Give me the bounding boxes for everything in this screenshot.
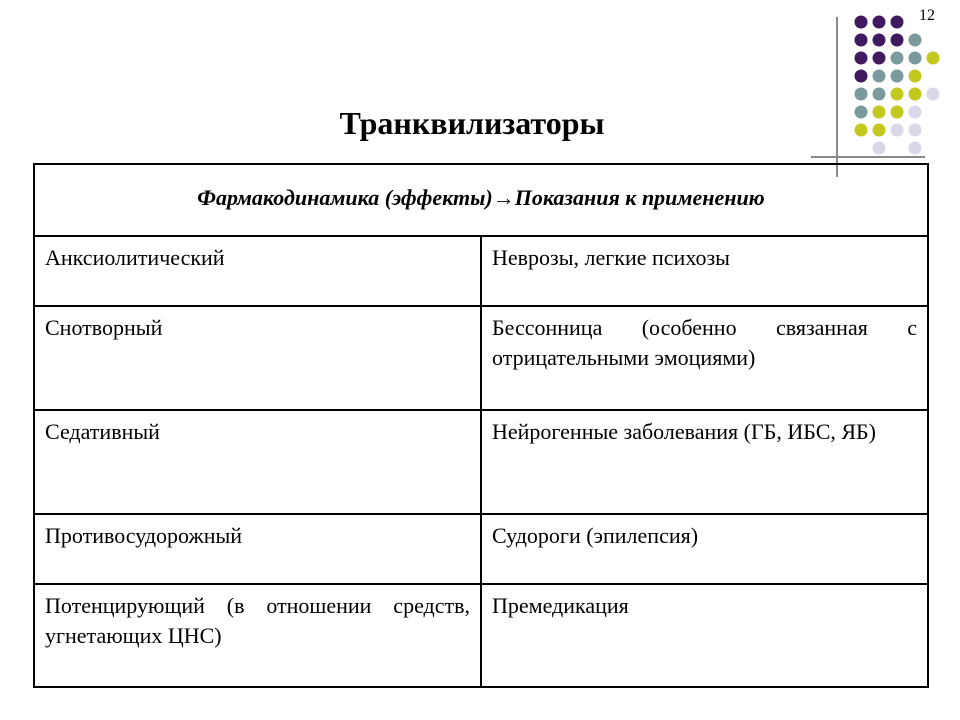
table-row — [34, 236, 928, 306]
decorative-dot — [909, 34, 922, 47]
decorative-dot — [873, 88, 886, 101]
decorative-dot — [891, 70, 904, 83]
table-header-row — [34, 164, 928, 236]
slide-number: 12 — [919, 7, 935, 24]
decorative-dot — [873, 34, 886, 47]
decorative-dot — [873, 70, 886, 83]
decorative-dot — [909, 88, 922, 101]
decorative-dot — [855, 70, 868, 83]
decorative-dot — [927, 52, 940, 65]
decorative-dot — [873, 52, 886, 65]
slide-title: Транквилизаторы — [339, 105, 605, 141]
decorative-dot — [909, 52, 922, 65]
decorative-dot — [855, 52, 868, 65]
header-effects: Фармакодинамика (эффекты) — [197, 185, 493, 210]
table-row — [34, 410, 928, 514]
decorative-dot — [891, 16, 904, 29]
effect-cell: Потенцирующий (в отношении средств, угнетающих ЦНС) — [34, 584, 481, 687]
right-arrow-icon: → — [492, 185, 515, 210]
indication-cell: Нейрогенные заболевания (ГБ, ИБС, ЯБ) — [481, 410, 928, 514]
decorative-dot — [909, 70, 922, 83]
decorative-dot — [855, 16, 868, 29]
decorative-dot — [873, 16, 886, 29]
table-header-cell — [34, 164, 928, 236]
decorative-dot — [909, 142, 922, 155]
decorative-vertical-line — [836, 17, 838, 177]
decorative-dot — [891, 88, 904, 101]
table-row — [34, 514, 928, 584]
decorative-horizontal-line — [811, 156, 925, 158]
indication-cell: Премедикация — [481, 584, 928, 687]
decorative-dot — [855, 88, 868, 101]
header-indications: Показания к применению — [514, 185, 765, 210]
table-row — [34, 306, 928, 410]
effect-cell: Снотворный — [34, 306, 481, 410]
decorative-dot — [855, 34, 868, 47]
indication-cell: Бессонница (особенно связанная с отрицательными эмоциями) — [481, 306, 928, 410]
decorative-dot — [873, 142, 886, 155]
effect-cell: Седативный — [34, 410, 481, 514]
decorative-dot — [891, 34, 904, 47]
table-row — [34, 584, 928, 687]
effect-cell: Анксиолитический — [34, 236, 481, 306]
effects-indications-table — [33, 163, 929, 688]
effect-cell: Противосудорожный — [34, 514, 481, 584]
indication-cell: Судороги (эпилепсия) — [481, 514, 928, 584]
decorative-dot — [891, 52, 904, 65]
indication-cell: Неврозы, легкие психозы — [481, 236, 928, 306]
decorative-dot — [927, 88, 940, 101]
